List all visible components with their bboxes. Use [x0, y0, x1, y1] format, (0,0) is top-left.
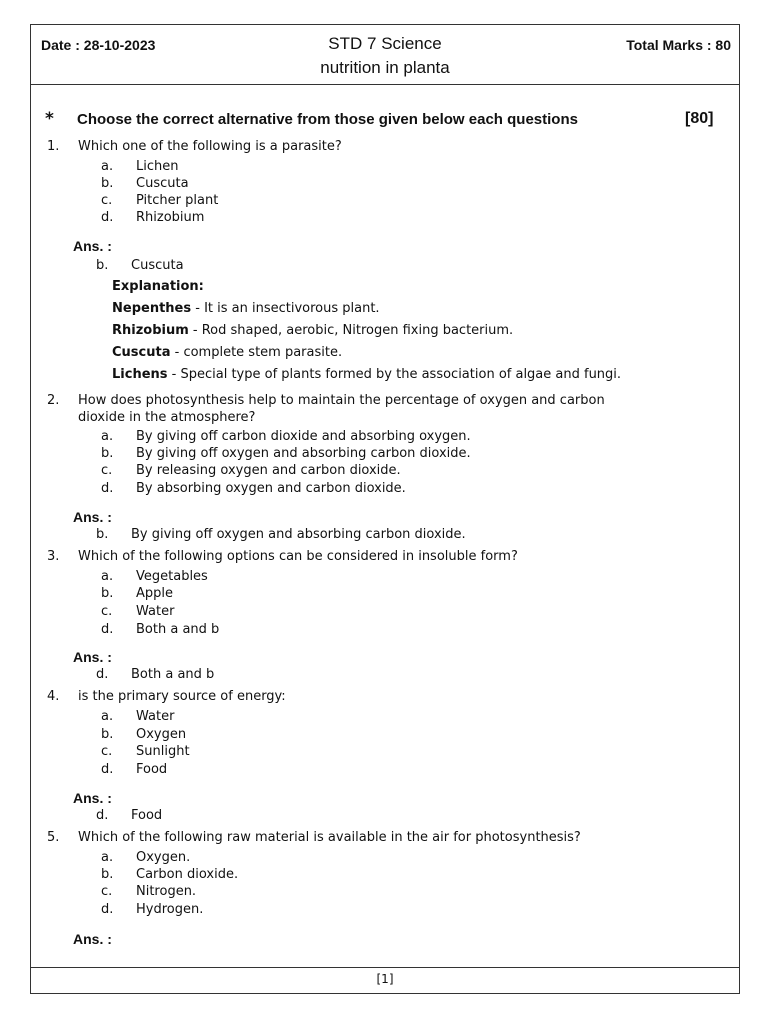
question-number: 1.	[47, 139, 60, 154]
explanation-item	[112, 301, 380, 316]
explanation-term: Rhizobium	[112, 323, 189, 338]
question-number: 4.	[47, 689, 60, 704]
option-letter: c.	[101, 193, 113, 208]
total-marks: Total Marks : 80	[626, 37, 731, 53]
instruction-marks: [80]	[685, 110, 714, 127]
page-number: [1]	[376, 972, 394, 986]
option-text: By giving off oxygen and absorbing carbon dioxide.	[136, 446, 471, 461]
option-letter: b.	[101, 867, 114, 882]
question-text: Which of the following raw material is available in the air for photosynthesis?	[78, 830, 581, 845]
answer-letter: b.	[96, 258, 109, 273]
instruction-bullet: *	[45, 109, 54, 129]
question-number: 5.	[47, 830, 60, 845]
option-text: Vegetables	[136, 569, 208, 584]
option-letter: d.	[101, 762, 114, 777]
option-letter: d.	[101, 622, 114, 637]
option-letter: a.	[101, 709, 114, 724]
explanation-term: Nepenthes	[112, 301, 192, 316]
answer-label: Ans. :	[73, 790, 112, 806]
option-letter: c.	[101, 604, 113, 619]
option-letter: c.	[101, 744, 113, 759]
option-letter: b.	[101, 446, 114, 461]
question-text: Which of the following options can be considered in insoluble form?	[78, 549, 518, 564]
option-text: Cuscuta	[136, 176, 189, 191]
page-header	[31, 25, 739, 85]
question-text: Which one of the following is a parasite?	[78, 139, 342, 154]
question-text-line1: How does photosynthesis help to maintain the percentage of oxygen and carbon	[78, 393, 605, 408]
answer-letter: b.	[96, 527, 109, 542]
option-letter: a.	[101, 850, 114, 865]
option-text: Water	[136, 604, 175, 619]
option-letter: a.	[101, 569, 114, 584]
option-text: Apple	[136, 586, 174, 601]
option-text: Both a and b	[136, 622, 220, 637]
option-text: Hydrogen.	[136, 902, 204, 917]
option-letter: b.	[101, 586, 114, 601]
option-text: Oxygen.	[136, 850, 191, 865]
option-text: Carbon dioxide.	[136, 867, 239, 882]
question-text-line2: dioxide in the atmosphere?	[78, 410, 256, 425]
option-text: Pitcher plant	[136, 193, 219, 208]
option-letter: c.	[101, 463, 113, 478]
option-text: By giving off carbon dioxide and absorbing oxygen.	[136, 429, 471, 444]
explanation-detail: - complete stem parasite.	[170, 345, 343, 360]
answer-label: Ans. :	[73, 931, 112, 947]
answer-letter: d.	[96, 808, 109, 823]
page-frame	[30, 24, 740, 994]
option-text: Water	[136, 709, 175, 724]
explanation-detail: - It is an insectivorous plant.	[191, 301, 380, 316]
explanation-item	[112, 323, 513, 338]
option-text: By absorbing oxygen and carbon dioxide.	[136, 481, 406, 496]
option-text: Food	[136, 762, 168, 777]
exam-date: Date : 28-10-2023	[41, 37, 156, 53]
explanation-item	[112, 367, 621, 382]
option-text: Rhizobium	[136, 210, 205, 225]
option-text: Lichen	[136, 159, 179, 174]
option-letter: d.	[101, 210, 114, 225]
option-text: Nitrogen.	[136, 884, 197, 899]
option-text: By releasing oxygen and carbon dioxide.	[136, 463, 401, 478]
option-letter: d.	[101, 902, 114, 917]
exam-subtitle: nutrition in planta	[320, 58, 450, 77]
option-text: Oxygen	[136, 727, 187, 742]
explanation-detail: - Special type of plants formed by the association of algae and fungi.	[167, 367, 622, 382]
answer-label: Ans. :	[73, 238, 112, 254]
explanation-heading: Explanation:	[112, 279, 204, 294]
explanation-detail: - Rod shaped, aerobic, Nitrogen fixing bacterium.	[188, 323, 514, 338]
answer-text: By giving off oxygen and absorbing carbon dioxide.	[131, 527, 466, 542]
option-letter: b.	[101, 727, 114, 742]
answer-label: Ans. :	[73, 509, 112, 525]
answer-letter: d.	[96, 667, 109, 682]
exam-title: STD 7 Science	[328, 34, 442, 53]
question-number: 3.	[47, 549, 60, 564]
instruction-text: Choose the correct alternative from those given below each questions	[77, 111, 578, 128]
answer-text: Both a and b	[131, 667, 215, 682]
explanation-item	[112, 345, 342, 360]
option-letter: c.	[101, 884, 113, 899]
question-number: 2.	[47, 393, 60, 408]
explanation-term: Lichens	[112, 367, 168, 382]
answer-text: Food	[131, 808, 163, 823]
option-letter: a.	[101, 429, 114, 444]
question-text: is the primary source of energy:	[78, 689, 286, 704]
option-letter: b.	[101, 176, 114, 191]
option-letter: a.	[101, 159, 114, 174]
option-text: Sunlight	[136, 744, 190, 759]
answer-label: Ans. :	[73, 649, 112, 665]
answer-text: Cuscuta	[131, 258, 184, 273]
option-letter: d.	[101, 481, 114, 496]
explanation-term: Cuscuta	[112, 345, 171, 360]
page-footer	[31, 967, 739, 993]
